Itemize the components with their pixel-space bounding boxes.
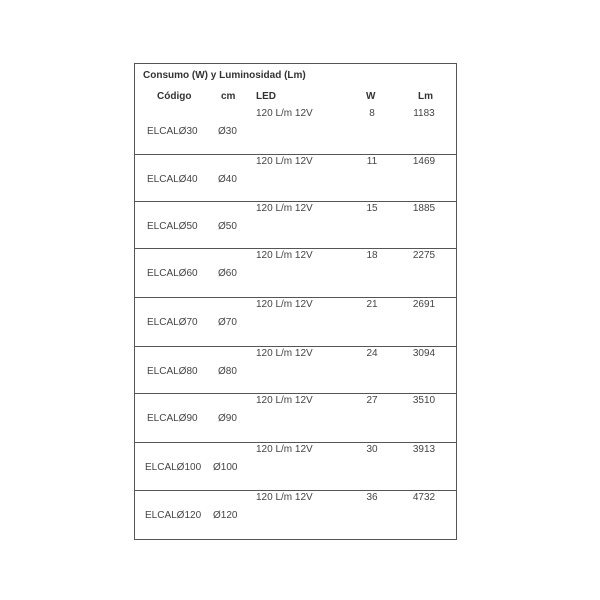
- table-row: [135, 442, 456, 489]
- header-led: LED: [256, 91, 276, 102]
- cell-led: 120 L/m 12V: [256, 203, 313, 214]
- cell-w: 24: [366, 348, 378, 359]
- table-row: [135, 490, 456, 537]
- cell-led: 120 L/m 12V: [256, 395, 313, 406]
- cell-lm: 2275: [412, 250, 436, 261]
- cell-code: ELCALØ50: [147, 221, 198, 232]
- spec-table: [134, 63, 457, 540]
- cell-code: ELCALØ60: [147, 268, 198, 279]
- cell-cm: Ø90: [218, 413, 237, 424]
- cell-lm: 4732: [412, 492, 436, 503]
- cell-w: 15: [366, 203, 378, 214]
- cell-led: 120 L/m 12V: [256, 299, 313, 310]
- table-row: [135, 393, 456, 440]
- header-cm: cm: [221, 91, 236, 102]
- table-row: [135, 107, 456, 154]
- cell-led: 120 L/m 12V: [256, 444, 313, 455]
- cell-w: 11: [366, 156, 378, 167]
- cell-cm: Ø30: [218, 126, 237, 137]
- cell-lm: 1183: [413, 108, 435, 119]
- cell-cm: Ø100: [213, 462, 238, 473]
- cell-cm: Ø50: [218, 221, 237, 232]
- table-row: [135, 201, 456, 248]
- header-codigo: Código: [157, 91, 192, 102]
- cell-code: ELCALØ40: [147, 174, 198, 185]
- cell-led: 120 L/m 12V: [256, 108, 313, 119]
- cell-w: 18: [366, 250, 378, 261]
- table-row: [135, 248, 456, 295]
- cell-cm: Ø60: [218, 268, 237, 279]
- cell-lm: 3094: [412, 348, 436, 359]
- cell-lm: 2691: [412, 299, 436, 310]
- header-w: W: [366, 91, 376, 102]
- cell-led: 120 L/m 12V: [256, 348, 313, 359]
- cell-led: 120 L/m 12V: [256, 250, 313, 261]
- table-title: Consumo (W) y Luminosidad (Lm): [143, 70, 306, 81]
- cell-code: ELCALØ80: [147, 366, 198, 377]
- header-lm: Lm: [418, 91, 433, 102]
- cell-lm: 1885: [412, 203, 436, 214]
- table-row: [135, 297, 456, 344]
- cell-cm: Ø70: [218, 317, 237, 328]
- cell-code: ELCALØ120: [145, 510, 202, 521]
- cell-code: ELCALØ100: [145, 462, 202, 473]
- cell-code: ELCALØ90: [147, 413, 198, 424]
- table-row: [135, 346, 456, 393]
- cell-code: ELCALØ30: [147, 126, 198, 137]
- cell-cm: Ø120: [213, 510, 238, 521]
- cell-cm: Ø40: [218, 174, 237, 185]
- cell-w: 30: [366, 444, 378, 455]
- cell-w: 8: [369, 108, 375, 119]
- cell-lm: 1469: [412, 156, 436, 167]
- cell-w: 36: [366, 492, 378, 503]
- cell-w: 21: [366, 299, 378, 310]
- cell-lm: 3510: [412, 395, 436, 406]
- cell-led: 120 L/m 12V: [256, 156, 313, 167]
- cell-w: 27: [366, 395, 378, 406]
- cell-led: 120 L/m 12V: [256, 492, 313, 503]
- cell-cm: Ø80: [218, 366, 237, 377]
- table-row: [135, 154, 456, 201]
- cell-code: ELCALØ70: [147, 317, 198, 328]
- cell-lm: 3913: [412, 444, 436, 455]
